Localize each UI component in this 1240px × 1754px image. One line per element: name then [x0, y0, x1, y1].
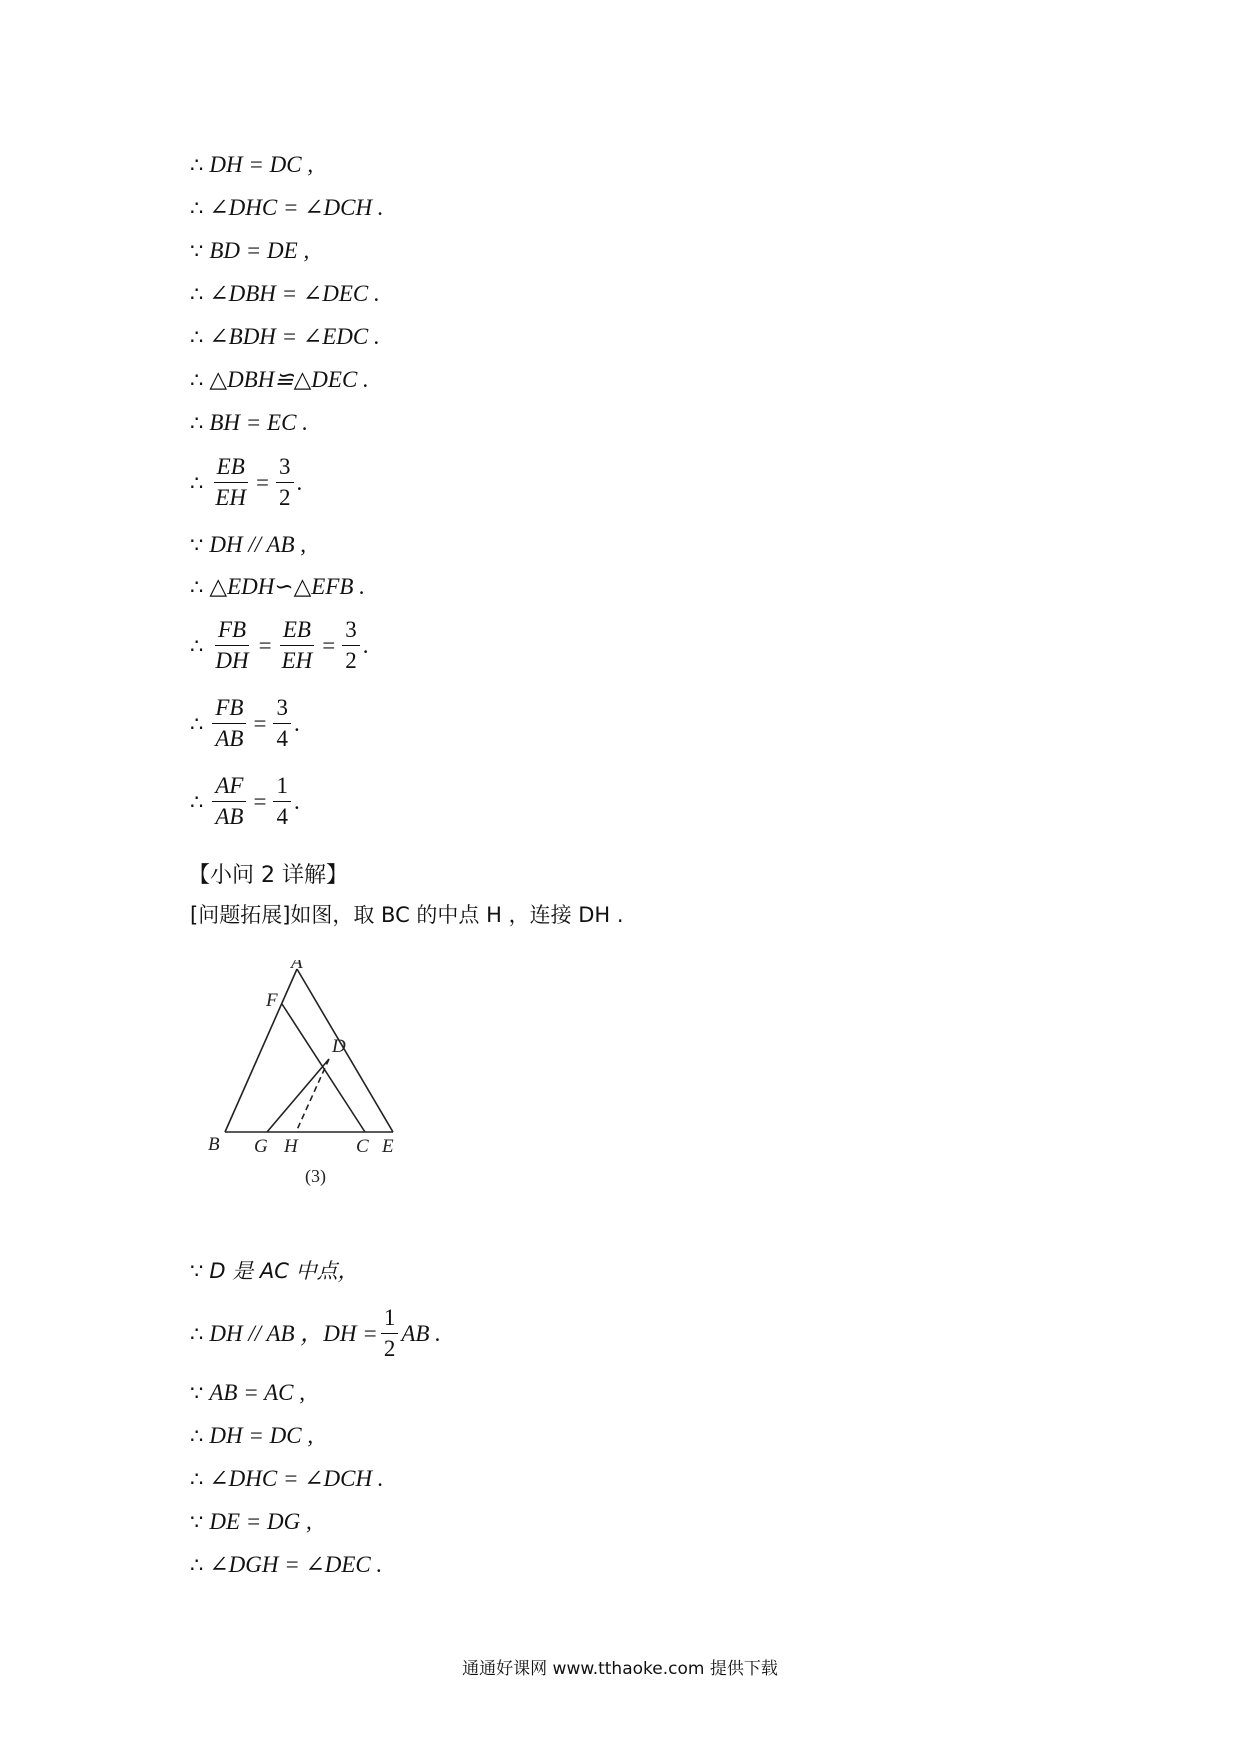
because-symbol: ∵	[190, 1259, 204, 1283]
numerator: 3	[342, 616, 360, 646]
therefore-symbol: ∴	[190, 633, 204, 658]
fraction-line	[190, 453, 302, 512]
intro-line	[190, 900, 624, 930]
numerator: EB	[214, 453, 248, 483]
denominator: AB	[215, 726, 244, 751]
section-heading: 【小问 2 详解】	[188, 863, 348, 888]
proof-line	[190, 530, 306, 560]
therefore-symbol: ∴	[190, 575, 204, 599]
proof-line	[190, 572, 365, 602]
proof-text: AB = AC ,	[209, 1380, 305, 1405]
fraction	[342, 616, 360, 675]
segment-DG	[267, 1059, 329, 1132]
numerator: AF	[212, 772, 246, 802]
numerator: FB	[215, 616, 249, 646]
therefore-symbol: ∴	[190, 789, 204, 814]
numerator: 3	[273, 694, 291, 724]
numerator: 1	[273, 772, 291, 802]
segment-AB	[225, 969, 297, 1132]
proof-line	[190, 322, 380, 352]
fraction	[212, 694, 246, 753]
denominator: EH	[281, 648, 313, 673]
period: .	[296, 469, 303, 495]
equals-sign: =	[258, 632, 272, 658]
therefore-symbol: ∴	[190, 411, 204, 435]
therefore-symbol: ∴	[190, 368, 204, 392]
page-footer: 通通好课网 www.tthaoke.com 提供下载	[462, 1659, 778, 1679]
proof-line	[190, 279, 380, 309]
proof-text: D 是 AC 中点，	[209, 1259, 359, 1283]
therefore-symbol: ∴	[190, 282, 204, 306]
denominator: 2	[279, 485, 291, 510]
equals-sign: =	[253, 710, 267, 736]
fraction	[279, 616, 316, 675]
proof-text: ∠BDH = ∠EDC .	[209, 324, 380, 349]
fraction-line	[190, 772, 300, 831]
proof-line	[190, 1421, 313, 1451]
proof-text: △EDH∽△EFB .	[209, 574, 365, 599]
denominator: AB	[215, 804, 244, 829]
period: .	[362, 632, 369, 658]
proof-line	[190, 1507, 312, 1537]
fraction-line	[190, 616, 369, 675]
because-symbol: ∵	[190, 1381, 204, 1405]
numerator: 1	[381, 1304, 399, 1334]
fraction	[381, 1304, 399, 1363]
fraction-line	[190, 1304, 441, 1363]
proof-text: ∠DGH = ∠DEC .	[209, 1552, 383, 1577]
label-H: H	[284, 1136, 298, 1157]
proof-text: ∠DBH = ∠DEC .	[209, 281, 380, 306]
therefore-symbol: ∴	[190, 153, 204, 177]
label-A: A	[291, 960, 303, 973]
intro-text: [问题拓展]如图，取 BC 的中点 H ，连接 DH .	[190, 903, 624, 927]
therefore-symbol: ∴	[190, 325, 204, 349]
triangle-figure	[200, 960, 430, 1210]
fraction	[212, 772, 246, 831]
proof-text: ∠DHC = ∠DCH .	[209, 195, 384, 220]
numerator: EB	[280, 616, 314, 646]
fraction	[212, 616, 251, 675]
fraction	[276, 453, 294, 512]
because-symbol: ∵	[190, 239, 204, 263]
denominator: 4	[276, 804, 288, 829]
denominator: DH	[215, 648, 249, 673]
because-symbol: ∵	[190, 533, 204, 557]
denominator: 2	[345, 648, 357, 673]
therefore-symbol: ∴	[190, 470, 204, 495]
denominator: 2	[383, 1336, 396, 1361]
equals-sign: =	[253, 788, 267, 814]
proof-line	[190, 1464, 384, 1494]
proof-text-tail: AB .	[401, 1320, 441, 1346]
proof-line	[190, 1550, 382, 1580]
proof-text: BH = EC .	[209, 410, 308, 435]
fraction	[273, 772, 291, 831]
segment-DH-dashed	[296, 1059, 329, 1132]
proof-text: △DBH≌△DEC .	[209, 367, 369, 392]
proof-line	[190, 150, 313, 180]
triangle-diagram	[200, 960, 430, 1210]
therefore-symbol: ∴	[190, 196, 204, 220]
equals-sign: =	[256, 469, 270, 495]
therefore-symbol: ∴	[190, 1467, 204, 1491]
proof-line	[190, 408, 308, 438]
therefore-symbol: ∴	[190, 1424, 204, 1448]
therefore-symbol: ∴	[190, 1553, 204, 1577]
numerator: 3	[276, 453, 294, 483]
label-E: E	[382, 1136, 394, 1157]
numerator: FB	[212, 694, 246, 724]
proof-line	[190, 236, 309, 266]
proof-line	[190, 193, 384, 223]
because-symbol: ∵	[190, 1510, 204, 1534]
figure-caption: (3)	[305, 1166, 326, 1186]
proof-text: DH = DC ,	[209, 1423, 314, 1448]
fraction	[273, 694, 291, 753]
segment-FC	[282, 1004, 365, 1132]
proof-text: DE = DG ,	[209, 1509, 312, 1534]
denominator: 4	[276, 726, 288, 751]
proof-text: DH // AB ，DH =	[209, 1320, 378, 1346]
period: .	[293, 710, 300, 736]
proof-text: DH // AB ,	[209, 532, 307, 557]
proof-text: ∠DHC = ∠DCH .	[209, 1466, 384, 1491]
therefore-symbol: ∴	[190, 1321, 204, 1346]
label-C: C	[356, 1136, 369, 1157]
proof-line	[190, 1256, 359, 1286]
label-G: G	[254, 1136, 268, 1157]
proof-line	[190, 1378, 305, 1408]
denominator: EH	[215, 485, 247, 510]
proof-line	[190, 365, 369, 395]
label-F: F	[266, 990, 278, 1011]
proof-text: BD = DE ,	[209, 238, 310, 263]
proof-text: DH = DC ,	[209, 152, 314, 177]
label-B: B	[208, 1134, 220, 1155]
label-D: D	[332, 1036, 346, 1057]
fraction-line	[190, 694, 300, 753]
therefore-symbol: ∴	[190, 711, 204, 736]
equals-sign: =	[322, 632, 336, 658]
period: .	[293, 788, 300, 814]
fraction	[212, 453, 249, 512]
